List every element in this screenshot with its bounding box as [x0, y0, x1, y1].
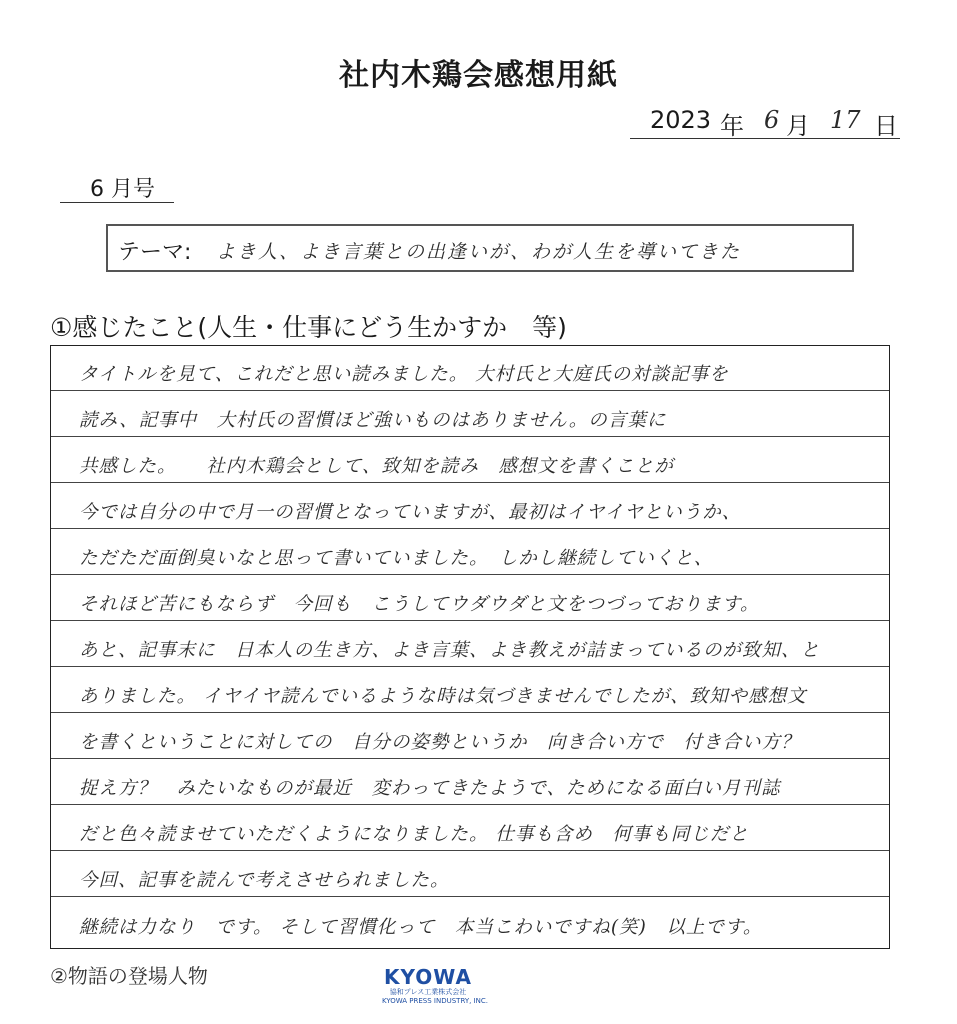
theme-label: テーマ:: [118, 240, 192, 265]
writing-line: [51, 484, 889, 529]
date-month-label: 月: [786, 112, 810, 140]
handwritten-line: ただただ面倒臭いなと思って書いていました。 しかし継続していくと、: [79, 548, 714, 569]
handwritten-line: それほど苦にもならず 今回も こうしてウダウダと文をつづっております。: [79, 594, 760, 615]
logo-name: KYOWA: [384, 965, 472, 989]
writing-line: [51, 438, 889, 483]
theme-box: [106, 224, 854, 272]
handwritten-line: 読み、記事中 大村氏の習慣ほど強いものはありません。の言葉に: [79, 410, 667, 431]
writing-line: [51, 760, 889, 805]
logo-company-en: KYOWA PRESS INDUSTRY, INC.: [382, 997, 489, 1005]
handwritten-line: 共感した。 社内木鶏会として、致知を読み 感想文を書くことが: [79, 456, 674, 477]
issue-field: [60, 168, 174, 203]
date-day: 17: [830, 106, 861, 134]
writing-line: [51, 852, 889, 897]
writing-line: [51, 530, 889, 575]
writing-line: [51, 898, 889, 943]
logo-company-jp: 協和プレス工業株式会社: [389, 988, 467, 996]
impressions-box: [50, 345, 890, 949]
issue-label: 6 月号: [90, 177, 155, 202]
writing-line: [51, 346, 889, 391]
handwritten-line: 今回、記事を読んで考えさせられました。: [79, 870, 450, 891]
next-section-heading: ②物語の登場人物: [50, 964, 208, 988]
handwritten-line: 継続は力なり です。 そして習慣化って 本当こわいですね(笑) 以上です。: [79, 917, 763, 938]
handwritten-line: タイトルを見て、これだと思い読みました。 大村氏と大庭氏の対談記事を: [79, 364, 729, 385]
handwritten-line: 今では自分の中で月一の習慣となっていますが、最初はイヤイヤというか、: [79, 502, 742, 523]
date-field: [630, 104, 900, 139]
page-title: 社内木鶏会感想用紙: [339, 58, 618, 93]
handwritten-line: を書くということに対しての 自分の姿勢というか 向き合い方で 付き合い方？: [79, 732, 801, 753]
date-month: 6: [764, 106, 780, 134]
handwritten-line: ありました。 イヤイヤ読んでいるような時は気づきませんでしたが、致知や感想文: [79, 686, 807, 707]
date-year: 2023: [650, 106, 712, 134]
theme-text: よき人、よき言葉との出逢いが、わが人生を導いてきた: [216, 241, 742, 263]
writing-line: [51, 806, 889, 851]
company-logo: [382, 965, 489, 1006]
writing-line: [51, 392, 889, 437]
writing-line: [51, 714, 889, 759]
handwritten-line: 捉え方？ みたいなものが最近 変わってきたようで、ためになる面白い月刊誌: [79, 778, 781, 799]
handwritten-line: あと、記事末に 日本人の生き方、よき言葉、よき教えが詰まっているのが致知、と: [79, 640, 821, 661]
date-year-label: 年: [720, 112, 744, 140]
handwritten-line: だと色々読ませていただくようになりました。 仕事も含め 何事も同じだと: [79, 824, 749, 845]
section-heading: ①感じたこと(人生・仕事にどう生かすか 等): [50, 313, 567, 342]
writing-line: [51, 622, 889, 667]
writing-line: [51, 668, 889, 713]
date-day-label: 日: [874, 112, 898, 140]
writing-line: [51, 576, 889, 621]
